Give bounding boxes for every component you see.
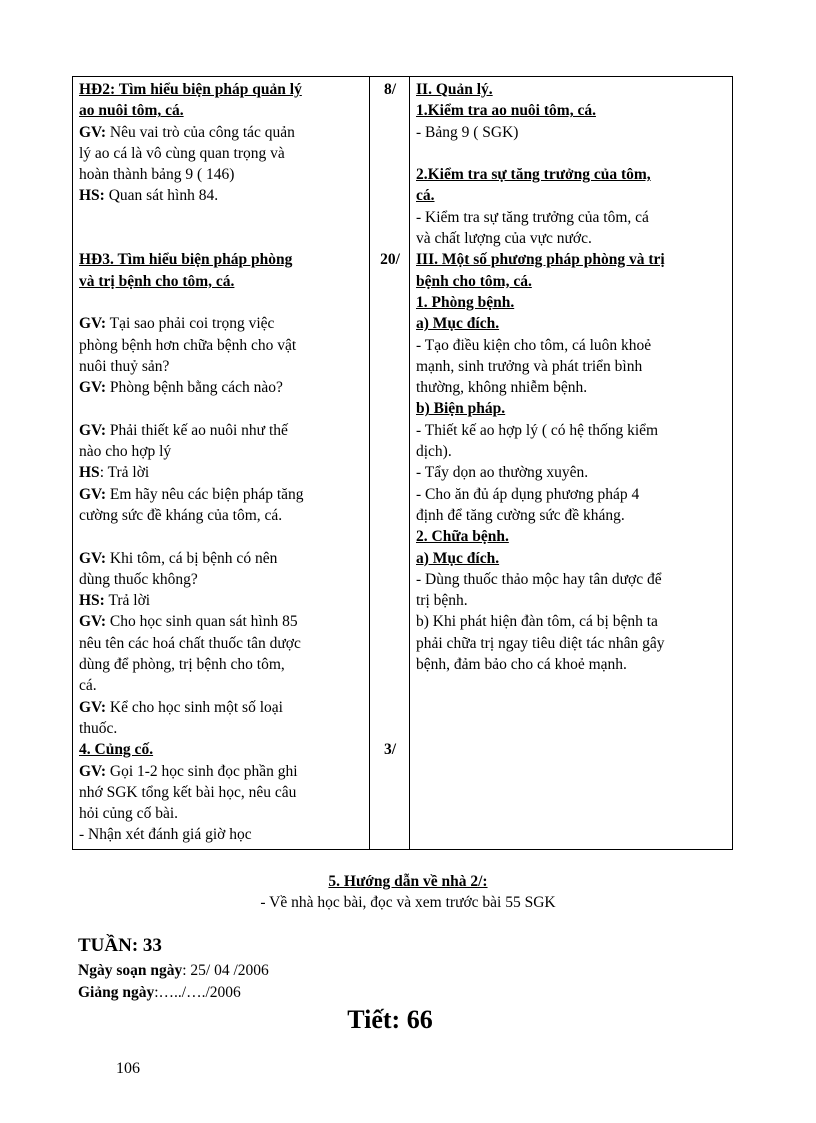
line-text: a) Mục đích. <box>416 315 500 333</box>
speaker-label: GV: <box>79 698 106 716</box>
line-text: - Bảng 9 ( SGK) <box>416 123 519 141</box>
line-text: Trả lời <box>104 592 151 610</box>
text-line <box>79 803 365 824</box>
prep-date-value: : 25/ 04 /2006 <box>182 962 269 979</box>
line-text: Cho học sinh quan sát hình 85 <box>106 613 298 631</box>
time-mark: 3/ <box>383 741 397 759</box>
text-line <box>416 377 728 398</box>
text-line <box>79 569 365 590</box>
text-line <box>79 590 365 611</box>
line-text: Gọi 1-2 học sinh đọc phần ghi <box>106 762 298 780</box>
text-line <box>416 633 728 654</box>
line-text: Quan sát hình 84. <box>104 187 219 205</box>
text-line <box>416 569 728 590</box>
line-text: nuôi thuỷ sản? <box>79 357 170 375</box>
line-text: ao nuôi tôm, cá. <box>79 102 184 120</box>
section-heading <box>79 739 365 760</box>
speaker-label: GV: <box>79 421 106 439</box>
line-text: HĐ2: Tìm hiểu biện pháp quản lý <box>79 81 302 98</box>
line-text: phải chữa trị ngay tiêu diệt tác nhân gây <box>416 634 665 652</box>
speaker-label: GV: <box>79 123 106 141</box>
speaker-label: GV: <box>79 762 106 780</box>
line-text: Phòng bệnh bằng cách nào? <box>106 379 283 397</box>
line-text: b) Biện pháp. <box>416 400 506 418</box>
text-line <box>79 654 365 675</box>
section-heading <box>416 79 728 100</box>
line-text: dùng thuốc không? <box>79 570 198 588</box>
line-text: II. Quản lý. <box>416 81 493 98</box>
text-line <box>79 633 365 654</box>
section-heading <box>416 548 728 569</box>
blank-line <box>79 398 365 419</box>
speaker-label: HS: <box>79 187 105 205</box>
line-text: nào cho hợp lý <box>79 443 172 461</box>
line-text: nhớ SGK tổng kết bài học, nêu câu <box>79 783 297 801</box>
line-text: - Tạo điều kiện cho tôm, cá luôn khoẻ <box>416 336 652 354</box>
teach-date <box>78 984 241 1002</box>
line-text: - Nhận xét đánh giá giờ học <box>79 826 252 844</box>
line-text: : Trả lời <box>99 464 150 482</box>
line-text: - Tẩy dọn ao thường xuyên. <box>416 464 589 482</box>
blank-line <box>79 228 365 249</box>
text-line <box>416 335 728 356</box>
text-line <box>79 484 365 505</box>
line-text: 1. Phòng bệnh. <box>416 293 515 311</box>
content-column <box>410 77 732 849</box>
line-text: - Cho ăn đủ áp dụng phương pháp 4 <box>416 485 640 503</box>
homework-text: - Về nhà học bài, đọc và xem trước bài 55 SGK <box>260 894 556 911</box>
week-value: 33 <box>142 935 162 956</box>
line-text: dịch). <box>416 443 452 461</box>
text-line <box>79 185 365 206</box>
activities-column <box>73 77 370 849</box>
line-text: b) Khi phát hiện đàn tôm, cá bị bệnh ta <box>416 613 658 631</box>
speaker-label: GV: <box>79 549 106 567</box>
speaker-label: GV: <box>79 315 106 333</box>
blank-line <box>79 292 365 313</box>
section-heading <box>416 398 728 419</box>
text-line <box>416 420 728 441</box>
line-text: hoàn thành bảng 9 ( 146) <box>79 166 235 184</box>
speaker-label: GV: <box>79 379 106 397</box>
line-text: Khi tôm, cá bị bệnh có nên <box>106 549 278 567</box>
text-line <box>79 697 365 718</box>
teach-date-label: Giảng ngày <box>78 984 155 1001</box>
section-heading <box>416 292 728 313</box>
text-line <box>416 228 728 249</box>
line-text: Tại sao phải coi trọng việc <box>106 315 275 333</box>
line-text: - Thiết kế ao hợp lý ( có hệ thống kiểm <box>416 421 659 439</box>
line-text: cá. <box>79 677 97 695</box>
text-line <box>416 441 728 462</box>
text-line <box>416 356 728 377</box>
text-line <box>416 462 728 483</box>
time-mark: 20/ <box>380 251 400 269</box>
line-text: bệnh cho tôm, cá. <box>416 272 532 290</box>
section-heading <box>416 526 728 547</box>
line-text: cường sức đề kháng của tôm, cá. <box>79 506 283 524</box>
line-text: cá. <box>416 187 435 205</box>
line-text: III. Một số phương pháp phòng và trị <box>416 251 665 269</box>
line-text: 1.Kiểm tra ao nuôi tôm, cá. <box>416 102 596 120</box>
text-line <box>79 611 365 632</box>
text-line <box>79 505 365 526</box>
text-line <box>79 718 365 739</box>
line-text: trị bệnh. <box>416 592 468 610</box>
line-text: Phải thiết kế ao nuôi như thế <box>106 421 288 439</box>
text-line <box>416 207 728 228</box>
speaker-label: GV: <box>79 485 106 503</box>
line-text: HĐ3. Tìm hiểu biện pháp phòng <box>79 251 293 269</box>
line-text: và chất lượng của vực nước. <box>416 230 592 248</box>
line-text: nêu tên các hoá chất thuốc tân dược <box>79 634 301 652</box>
speaker-label: HS: <box>79 592 105 610</box>
line-text: Em hãy nêu các biện pháp tăng <box>106 485 304 503</box>
text-line <box>79 356 365 377</box>
section-heading <box>416 249 728 270</box>
line-text: định để tăng cường sức đề kháng. <box>416 506 625 524</box>
text-line <box>79 313 365 334</box>
text-line <box>416 505 728 526</box>
week-label: TUẦN: <box>78 935 139 956</box>
text-line <box>416 590 728 611</box>
page-number: 106 <box>116 1060 140 1077</box>
section-heading <box>416 185 728 206</box>
line-text: - Dùng thuốc thảo mộc hay tân dược để <box>416 570 662 588</box>
line-text: lý ao cá là vô cùng quan trọng và <box>79 144 285 162</box>
section-heading <box>79 271 365 292</box>
text-line <box>79 462 365 483</box>
section-heading <box>416 271 728 292</box>
speaker-label: HS <box>79 464 100 482</box>
blank-line <box>79 526 365 547</box>
week-line <box>78 935 162 957</box>
line-text: bệnh, đảm bảo cho cá khoẻ mạnh. <box>416 656 627 674</box>
blank-line <box>416 143 728 164</box>
section-heading <box>79 249 365 270</box>
text-line <box>79 548 365 569</box>
line-text: hỏi củng cố bài. <box>79 805 179 823</box>
text-line <box>79 143 365 164</box>
section-heading <box>79 79 365 100</box>
lesson-title: Tiết: 66 <box>347 1005 433 1034</box>
text-line <box>416 611 728 632</box>
section-heading <box>416 164 728 185</box>
section-heading <box>416 100 728 121</box>
text-line <box>79 761 365 782</box>
line-text: thường, không nhiễm bệnh. <box>416 379 588 397</box>
line-text: Kể cho học sinh một số loại <box>106 698 283 716</box>
line-text: phòng bệnh hơn chữa bệnh cho vật <box>79 336 297 354</box>
line-text: và trị bệnh cho tôm, cá. <box>79 272 235 290</box>
speaker-label: GV: <box>79 613 106 631</box>
text-line <box>79 335 365 356</box>
text-line <box>79 377 365 398</box>
section-heading <box>79 100 365 121</box>
blank-line <box>79 207 365 228</box>
line-text: thuốc. <box>79 719 118 737</box>
time-column <box>370 77 410 849</box>
time-mark: 8/ <box>383 81 397 98</box>
line-text: 2.Kiểm tra sự tăng trưởng của tôm, <box>416 166 651 184</box>
line-text: - Kiểm tra sự tăng trưởng của tôm, cá <box>416 208 649 226</box>
text-line <box>79 675 365 696</box>
line-text: mạnh, sinh trưởng và phát triển bình <box>416 357 643 375</box>
line-text: dùng để phòng, trị bệnh cho tôm, <box>79 656 285 674</box>
text-line <box>416 654 728 675</box>
lesson-table <box>72 76 733 850</box>
text-line <box>79 824 365 845</box>
text-line <box>79 164 365 185</box>
text-line <box>79 420 365 441</box>
line-text: a) Mục đích. <box>416 549 500 567</box>
text-line <box>416 484 728 505</box>
homework-heading: 5. Hướng dẫn về nhà 2/: <box>328 873 488 890</box>
section-heading <box>416 313 728 334</box>
text-line <box>416 122 728 143</box>
prep-date <box>78 962 269 980</box>
line-text: 4. Củng cố. <box>79 741 154 759</box>
line-text: 2. Chữa bệnh. <box>416 528 509 546</box>
line-text: Nêu vai trò của công tác quản <box>106 123 295 141</box>
text-line <box>79 441 365 462</box>
text-line <box>79 782 365 803</box>
prep-date-label: Ngày soạn ngày <box>78 962 183 979</box>
text-line <box>79 122 365 143</box>
teach-date-value: :…../…./2006 <box>154 984 241 1001</box>
